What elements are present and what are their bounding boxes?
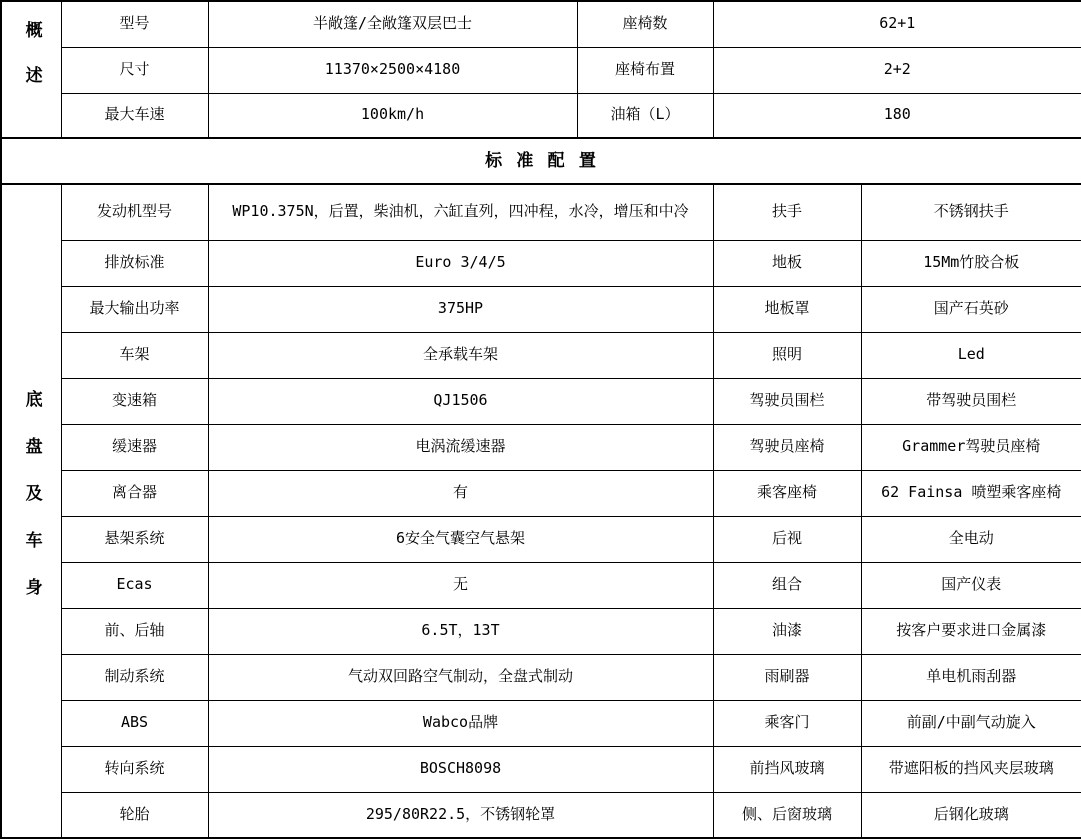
spec-value: 按客户要求进口金属漆 bbox=[861, 608, 1081, 654]
spec-label: ABS bbox=[61, 700, 208, 746]
spec-label: Ecas bbox=[61, 562, 208, 608]
table-row bbox=[1, 470, 1081, 516]
spec-value: WP10.375N，后置，柴油机，六缸直列，四冲程，水冷，增压和中冷 bbox=[208, 184, 713, 240]
spec-value: 2+2 bbox=[713, 47, 1081, 93]
spec-label: 油箱（L） bbox=[577, 93, 713, 138]
spec-label: 悬架系统 bbox=[61, 516, 208, 562]
spec-label: 油漆 bbox=[713, 608, 861, 654]
spec-value: 有 bbox=[208, 470, 713, 516]
spec-label: 车架 bbox=[61, 332, 208, 378]
spec-label: 前、后轴 bbox=[61, 608, 208, 654]
spec-value: 前副/中副气动旋入 bbox=[861, 700, 1081, 746]
spec-value: 带驾驶员围栏 bbox=[861, 378, 1081, 424]
table-row bbox=[1, 378, 1081, 424]
spec-label: 后视 bbox=[713, 516, 861, 562]
spec-label: 座椅数 bbox=[577, 1, 713, 47]
spec-value: 6安全气囊空气悬架 bbox=[208, 516, 713, 562]
spec-value: 带遮阳板的挡风夹层玻璃 bbox=[861, 746, 1081, 792]
table-row bbox=[1, 240, 1081, 286]
spec-label: 排放标准 bbox=[61, 240, 208, 286]
spec-label: 地板罩 bbox=[713, 286, 861, 332]
table-row bbox=[1, 424, 1081, 470]
spec-value: Euro 3/4/5 bbox=[208, 240, 713, 286]
spec-label: 变速箱 bbox=[61, 378, 208, 424]
chassis-section-label bbox=[1, 184, 61, 838]
spec-value: 15Mm竹胶合板 bbox=[861, 240, 1081, 286]
spec-value: 375HP bbox=[208, 286, 713, 332]
spec-label: 离合器 bbox=[61, 470, 208, 516]
spec-value: 气动双回路空气制动，全盘式制动 bbox=[208, 654, 713, 700]
spec-value: 电涡流缓速器 bbox=[208, 424, 713, 470]
spec-label: 乘客座椅 bbox=[713, 470, 861, 516]
spec-label: 雨刷器 bbox=[713, 654, 861, 700]
table-row bbox=[1, 1, 1081, 47]
table-row bbox=[1, 654, 1081, 700]
spec-value: 后钢化玻璃 bbox=[861, 792, 1081, 838]
table-row bbox=[1, 746, 1081, 792]
spec-label: 侧、后窗玻璃 bbox=[713, 792, 861, 838]
spec-label: 前挡风玻璃 bbox=[713, 746, 861, 792]
table-row bbox=[1, 516, 1081, 562]
spec-label: 扶手 bbox=[713, 184, 861, 240]
spec-value: BOSCH8098 bbox=[208, 746, 713, 792]
spec-value: 62 Fainsa 喷塑乘客座椅 bbox=[861, 470, 1081, 516]
table-row bbox=[1, 562, 1081, 608]
spec-value: 无 bbox=[208, 562, 713, 608]
spec-value: 国产石英砂 bbox=[861, 286, 1081, 332]
spec-value: 国产仪表 bbox=[861, 562, 1081, 608]
spec-value: 100km/h bbox=[208, 93, 577, 138]
spec-value: QJ1506 bbox=[208, 378, 713, 424]
spec-value: 180 bbox=[713, 93, 1081, 138]
spec-label: 驾驶员围栏 bbox=[713, 378, 861, 424]
table-row bbox=[1, 286, 1081, 332]
spec-value: Grammer驾驶员座椅 bbox=[861, 424, 1081, 470]
spec-label: 制动系统 bbox=[61, 654, 208, 700]
table-row bbox=[1, 184, 1081, 240]
table-row bbox=[1, 332, 1081, 378]
overview-section-label bbox=[1, 1, 61, 138]
spec-label: 轮胎 bbox=[61, 792, 208, 838]
spec-label: 乘客门 bbox=[713, 700, 861, 746]
spec-label: 发动机型号 bbox=[61, 184, 208, 240]
spec-value: 295/80R22.5，不锈钢轮罩 bbox=[208, 792, 713, 838]
spec-value: 半敞篷/全敞篷双层巴士 bbox=[208, 1, 577, 47]
spec-label: 最大输出功率 bbox=[61, 286, 208, 332]
spec-value: 全承载车架 bbox=[208, 332, 713, 378]
table-row bbox=[1, 93, 1081, 138]
spec-label: 尺寸 bbox=[61, 47, 208, 93]
overview-section-label-text: 概述 bbox=[21, 20, 42, 111]
spec-label: 地板 bbox=[713, 240, 861, 286]
spec-label: 转向系统 bbox=[61, 746, 208, 792]
spec-label: 照明 bbox=[713, 332, 861, 378]
spec-value: 11370×2500×4180 bbox=[208, 47, 577, 93]
table-row bbox=[1, 700, 1081, 746]
table-row bbox=[1, 792, 1081, 838]
spec-label: 座椅布置 bbox=[577, 47, 713, 93]
spec-label: 驾驶员座椅 bbox=[713, 424, 861, 470]
spec-value: 62+1 bbox=[713, 1, 1081, 47]
spec-label: 型号 bbox=[61, 1, 208, 47]
table-row bbox=[1, 47, 1081, 93]
spec-label: 缓速器 bbox=[61, 424, 208, 470]
spec-value: 不锈钢扶手 bbox=[861, 184, 1081, 240]
table-row bbox=[1, 138, 1081, 184]
spec-value: Wabco品牌 bbox=[208, 700, 713, 746]
standard-config-header: 标 准 配 置 bbox=[1, 138, 1081, 184]
spec-label: 组合 bbox=[713, 562, 861, 608]
spec-value: 6.5T，13T bbox=[208, 608, 713, 654]
spec-label: 最大车速 bbox=[61, 93, 208, 138]
spec-value: 单电机雨刮器 bbox=[861, 654, 1081, 700]
spec-value: Led bbox=[861, 332, 1081, 378]
table-row bbox=[1, 608, 1081, 654]
chassis-section-label-text: 底盘及车身 bbox=[21, 389, 42, 625]
spec-value: 全电动 bbox=[861, 516, 1081, 562]
